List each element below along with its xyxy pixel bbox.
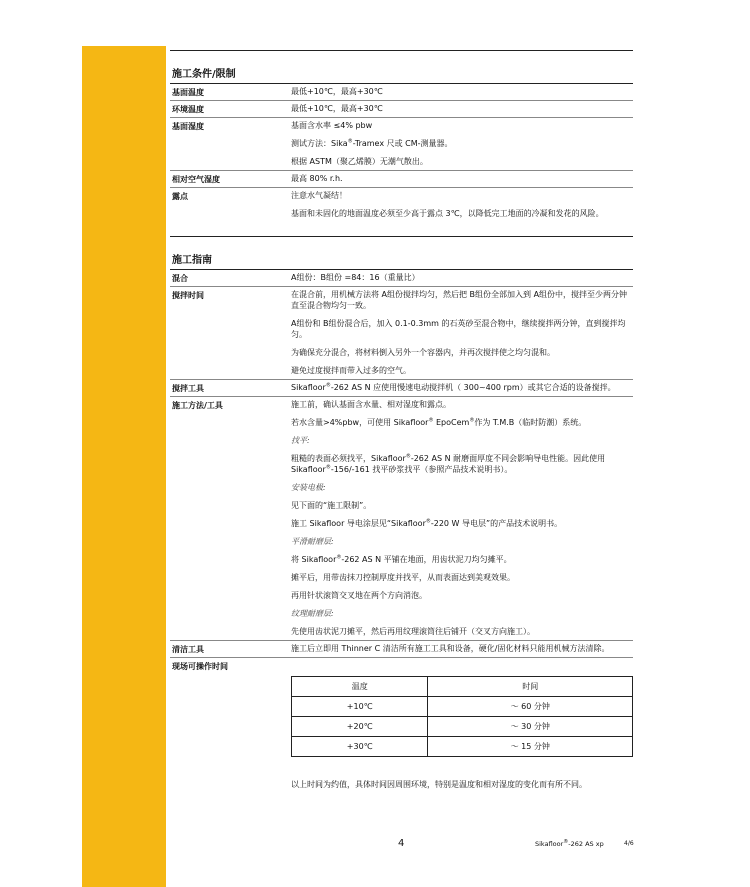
footer-page-count: 4/6 xyxy=(624,840,634,847)
row-value: 最低+10℃，最高+30℃ xyxy=(291,87,383,96)
row-label: 相对空气湿度 xyxy=(172,175,220,184)
row-label: 现场可操作时间 xyxy=(172,662,228,671)
header-time: 时间 xyxy=(428,677,633,697)
row-label: 混合 xyxy=(172,274,188,283)
section-title-instructions: 施工指南 xyxy=(170,236,633,266)
table-row: +10℃ ～ 60 分钟 xyxy=(292,697,633,717)
row-application-method xyxy=(170,396,633,640)
row-mixing-tools xyxy=(170,379,633,396)
row-substrate-temp xyxy=(170,84,633,100)
subheading-texture-layer: 纹理耐磨层: xyxy=(291,609,334,618)
row-label: 搅拌工具 xyxy=(172,384,204,393)
pot-life-note: 以上时间为约值，具体时间因周围环境，特别是温度和相对湿度的变化而有所不同。 xyxy=(291,780,587,789)
row-mixing xyxy=(170,270,633,286)
page-number: 4 xyxy=(398,838,405,849)
row-dew-point xyxy=(170,187,633,222)
row-label: 环境温度 xyxy=(172,105,204,114)
footer-product-name: Sikafloor®-262 AS xp xyxy=(535,838,604,848)
subheading-electrodes: 安装电极: xyxy=(291,483,326,492)
row-label: 搅拌时间 xyxy=(172,291,204,300)
row-relative-humidity xyxy=(170,170,633,187)
pot-life-table xyxy=(291,676,633,757)
row-value: A组份：B组份 =84：16（重量比） xyxy=(291,273,420,282)
header-temperature: 温度 xyxy=(292,677,428,697)
row-value: Sikafloor®-262 AS N 应使用慢速电动搅拌机（ 300~400 rpm）或其它合适的设备搅拌。 xyxy=(291,382,616,392)
row-pot-life xyxy=(170,657,633,672)
row-value: 注意水气凝结！ 基面和未固化的地面温度必须至少高于露点 3℃，以降低完工地面的冷凝和发花的风险。 xyxy=(291,191,604,218)
row-value: 最低+10℃，最高+30℃ xyxy=(291,104,383,113)
table-row: +30℃ ～ 15 分钟 xyxy=(292,737,633,757)
row-label: 清洁工具 xyxy=(172,645,204,654)
yellow-side-bar xyxy=(82,46,166,887)
subheading-smooth-layer: 平滑耐磨层: xyxy=(291,537,334,546)
section-title-conditions: 施工条件/限制 xyxy=(170,50,633,80)
row-value: 最高 80% r.h. xyxy=(291,174,343,183)
row-label: 基面湿度 xyxy=(172,122,204,131)
subheading-leveling: 找平: xyxy=(291,436,310,445)
row-mixing-time xyxy=(170,286,633,379)
row-label: 施工方法/工具 xyxy=(172,401,223,410)
row-label: 露点 xyxy=(172,192,188,201)
row-value: 施工前，确认基面含水量、相对湿度和露点。 若水含量>4%pbw，可使用 Sikafloor® EpoCem®作为 T.M.B（临时防潮）系统。 找平: 粗糙的表面必须找平，Sikafloor®-262 AS N 耐磨面厚度不同会影响导电性能。因此使用 Sikafloor®-156/-161 找平砂浆找平（参照产品技术说明书）。 安装电极: 见下面的“施工限制”。 施工 Sikafloor 导电涂层见“Sikafloor®-220 W 导电层”的产品技术说明书。 平滑耐磨层: 将 Sikafloor®-262 AS N 平铺在地面，用齿状泥刀均匀摊平。 摊平后，用带齿抹刀控制厚度并找平，从而表面达到美观效果。 再用针状滚筒交叉地在两个方向消泡。 纹理耐磨层: 先使用齿状泥刀摊平，然后再用纹理滚筒往后铺开（交叉方向施工）。 xyxy=(291,397,633,640)
row-value: 在混合前，用机械方法将 A组份搅拌均匀，然后把 B组份全部加入到 A组份中，搅拌至少两分钟直至混合物均匀一致。 A组份和 B组份混合后，加入 0.1-0.3mm 的石英砂至混合物中，继续搅拌两分钟，直到搅拌均匀。 为确保充分混合，将材料倒入另外一个容器内，并再次搅拌使之均匀混和。 避免过度搅拌而带入过多的空气。 xyxy=(291,290,628,375)
table-row: +20℃ ～ 30 分钟 xyxy=(292,717,633,737)
row-cleaning-tools xyxy=(170,640,633,657)
row-label: 基面温度 xyxy=(172,88,204,97)
table-header-row xyxy=(292,677,633,697)
row-value: 基面含水率 ≤4% pbw 测试方法：Sika®-Tramex 尺或 CM-测量器。 根据 ASTM（聚乙烯膜）无潮气散出。 xyxy=(291,121,453,166)
row-substrate-moisture xyxy=(170,117,633,170)
row-value: 施工后立即用 Thinner C 清洁所有施工工具和设备，硬化/固化材料只能用机械方法清除。 xyxy=(291,644,610,653)
row-ambient-temp xyxy=(170,100,633,117)
document-body xyxy=(170,50,633,790)
